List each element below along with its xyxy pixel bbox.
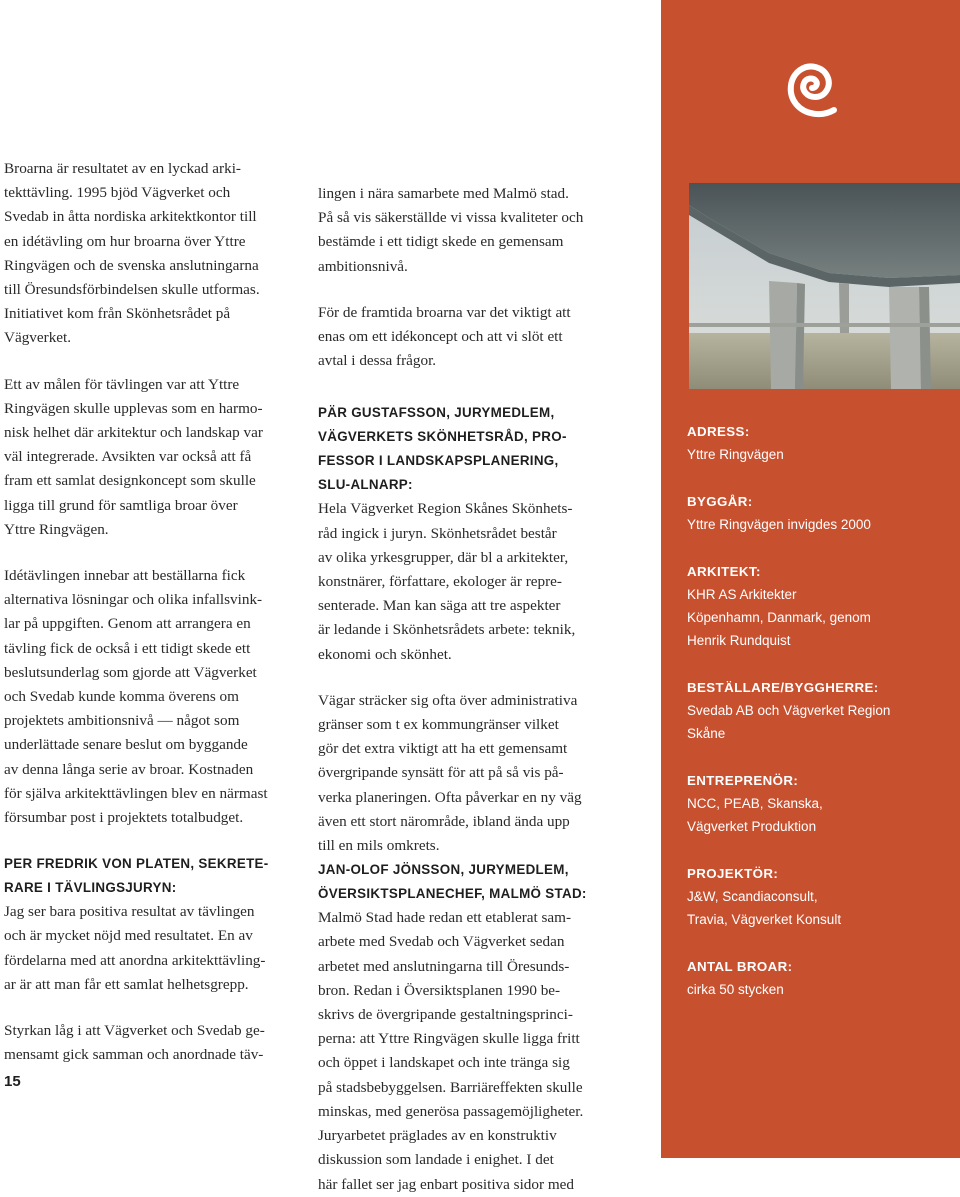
text-column-middle bbox=[318, 182, 618, 1197]
bridge-photo bbox=[689, 183, 960, 389]
paragraph bbox=[4, 900, 294, 997]
text-line: och är mycket nöjd med resultatet. En av bbox=[4, 927, 253, 945]
fact-item bbox=[687, 560, 957, 652]
text-line: projektets ambitionsnivå — något som bbox=[4, 712, 240, 730]
paragraph bbox=[318, 497, 618, 666]
text-line: minskas, med generösa passagemöjligheter. bbox=[318, 1102, 584, 1120]
text-line: gör det extra viktigt att ha ett gemensamt bbox=[318, 740, 568, 758]
text-line: mensamt gick samman och anordnade täv- bbox=[4, 1046, 264, 1064]
fact-list bbox=[687, 420, 957, 1025]
text-line: På så vis säkerställde vi vissa kvaliteter och bbox=[318, 209, 584, 227]
text-line: råd ingick i juryn. Skönhetsrådet består bbox=[318, 524, 557, 542]
text-line: skrivs de övergripande gestaltningsprinci- bbox=[318, 1006, 573, 1024]
text-line: diskussion som landade i enighet. I det bbox=[318, 1151, 554, 1169]
text-line: alternativa lösningar och olika infallsvink- bbox=[4, 591, 263, 609]
text-line: är ledande i Skönhetsrådets arbete: teknik, bbox=[318, 621, 576, 639]
text-line: Initiativet kom från Skönhetsrådet på bbox=[4, 305, 231, 323]
text-line: försumbar post i projektets totalbudget. bbox=[4, 809, 244, 827]
text-line: Svedab in åtta nordiska arkitektkontor till bbox=[4, 208, 257, 226]
text-line: FESSOR I LANDSKAPSPLANERING, bbox=[318, 453, 559, 469]
paragraph bbox=[4, 1019, 294, 1067]
text-line: av olika yrkesgrupper, där bl a arkitekter, bbox=[318, 548, 569, 566]
text-line: perna: att Yttre Ringvägen skulle ligga fritt bbox=[318, 1030, 580, 1048]
text-line: Vägar sträcker sig ofta över administrativa bbox=[318, 691, 578, 709]
text-line: Styrkan låg i att Vägverket och Svedab ge- bbox=[4, 1022, 265, 1040]
fact-value: Köpenhamn, Danmark, genom bbox=[687, 610, 871, 625]
text-line: För de framtida broarna var det viktigt att bbox=[318, 303, 571, 321]
paragraph bbox=[4, 564, 294, 830]
text-line: till en mils omkrets. bbox=[318, 837, 440, 855]
text-line: och Svedab kunde komma överens om bbox=[4, 688, 239, 706]
text-line: arbetet med anslutningarna till Öresunds- bbox=[318, 957, 570, 975]
fact-label: PROJEKTÖR: bbox=[687, 866, 779, 881]
fact-label: ARKITEKT: bbox=[687, 564, 761, 579]
text-line: senterade. Man kan säga att tre aspekter bbox=[318, 597, 561, 615]
text-line: övergripande synsätt för att på så vis på- bbox=[318, 764, 564, 782]
fact-sidebar bbox=[661, 0, 960, 1158]
text-line: SLU-ALNARP: bbox=[318, 477, 413, 493]
paragraph bbox=[318, 906, 618, 1196]
text-line: bron. Redan i Översiktsplanen 1990 be- bbox=[318, 981, 561, 999]
fact-label: ADRESS: bbox=[687, 424, 750, 439]
text-line: till Öresundsförbindelsen skulle utformas. bbox=[4, 281, 260, 299]
text-line: VÄGVERKETS SKÖNHETSRÅD, PRO- bbox=[318, 429, 567, 445]
text-line: ligga till grund för samtliga broar över bbox=[4, 496, 238, 514]
text-line: Vägverket. bbox=[4, 329, 72, 347]
text-line: ÖVERSIKTSPLANECHEF, MALMÖ STAD: bbox=[318, 886, 587, 902]
fact-value: Skåne bbox=[687, 726, 726, 741]
text-line: Broarna är resultatet av en lyckad arki- bbox=[4, 160, 241, 177]
text-line: PER FREDRIK VON PLATEN, SEKRETE- bbox=[4, 856, 269, 872]
text-line: väl integrerade. Avsikten var också att få bbox=[4, 448, 252, 466]
text-line: avtal i dessa frågor. bbox=[318, 352, 437, 370]
text-line: för själva arkitekttävlingen blev en närmast bbox=[4, 784, 268, 802]
text-line: Idétävlingen innebar att beställarna fick bbox=[4, 567, 246, 585]
spiral-logo-icon bbox=[772, 40, 852, 135]
text-column-left bbox=[4, 157, 294, 1068]
text-line: Ett av målen för tävlingen var att Yttre bbox=[4, 375, 240, 393]
text-line: Jag ser bara positiva resultat av tävlingen bbox=[4, 903, 255, 921]
paragraph bbox=[318, 182, 618, 279]
fact-item bbox=[687, 676, 957, 745]
text-line: Hela Vägverket Region Skånes Skönhets- bbox=[318, 500, 573, 518]
text-line: på stadsbebyggelsen. Barriäreffekten skulle bbox=[318, 1078, 583, 1096]
text-line: enas om ett idékoncept och att vi slöt ett bbox=[318, 328, 563, 346]
fact-label: BESTÄLLARE/BYGGHERRE: bbox=[687, 680, 879, 695]
fact-value: Yttre Ringvägen bbox=[687, 447, 784, 462]
fact-label: BYGGÅR: bbox=[687, 494, 753, 509]
text-line: nisk helhet där arkitektur och landskap var bbox=[4, 424, 263, 442]
text-line: PÄR GUSTAFSSON, JURYMEDLEM, bbox=[318, 405, 555, 421]
text-line: även ett stort närområde, ibland ända upp bbox=[318, 812, 570, 830]
fact-item bbox=[687, 862, 957, 931]
fact-value: Travia, Vägverket Konsult bbox=[687, 912, 842, 927]
page-number: 15 bbox=[4, 1073, 21, 1090]
fact-value: J&W, Scandiaconsult, bbox=[687, 889, 818, 904]
fact-value: Yttre Ringvägen invigdes 2000 bbox=[687, 517, 871, 532]
quote-heading bbox=[318, 401, 618, 497]
fact-item bbox=[687, 490, 957, 536]
paragraph bbox=[4, 373, 294, 542]
text-line: Yttre Ringvägen. bbox=[4, 520, 109, 538]
text-line: bestämde i ett tidigt skede en gemensam bbox=[318, 233, 564, 251]
text-line: beslutsunderlag som gjorde att Vägverket bbox=[4, 663, 257, 681]
paragraph bbox=[318, 301, 618, 374]
text-line: konstnärer, författare, ekologer är repre- bbox=[318, 573, 562, 591]
text-line: en idétävling om hur broarna över Yttre bbox=[4, 232, 246, 250]
text-line: ambitionsnivå. bbox=[318, 257, 408, 275]
text-line: JAN-OLOF JÖNSSON, JURYMEDLEM, bbox=[318, 862, 569, 878]
fact-item bbox=[687, 420, 957, 466]
fact-value: cirka 50 stycken bbox=[687, 982, 784, 997]
text-line: Malmö Stad hade redan ett etablerat sam- bbox=[318, 909, 572, 927]
fact-value: Svedab AB och Vägverket Region bbox=[687, 703, 891, 718]
fact-label: ANTAL BROAR: bbox=[687, 959, 793, 974]
fact-item bbox=[687, 955, 957, 1001]
text-line: tävling fick de också i ett tidigt skede ett bbox=[4, 639, 251, 657]
paragraph bbox=[318, 689, 618, 858]
text-line: fram ett samlat designkoncept som skulle bbox=[4, 472, 256, 490]
fact-label: ENTREPRENÖR: bbox=[687, 773, 799, 788]
text-line: Ringvägen och de svenska anslutningarna bbox=[4, 256, 259, 274]
text-line: av denna långa serie av broar. Kostnaden bbox=[4, 760, 254, 778]
text-line: lar på uppgiften. Genom att arrangera en bbox=[4, 615, 251, 633]
text-line: och öppet i landskapet och inte tränga sig bbox=[318, 1054, 570, 1072]
text-line: gränser som t ex kommungränser vilket bbox=[318, 716, 559, 734]
text-line: ar är att man får ett samlat helhetsgrepp. bbox=[4, 975, 249, 993]
text-line: RARE I TÄVLINGSJURYN: bbox=[4, 880, 177, 896]
fact-value: NCC, PEAB, Skanska, bbox=[687, 796, 823, 811]
text-line: här fallet ser jag enbart positiva sidor med bbox=[318, 1175, 574, 1193]
text-line: underlättade senare beslut om byggande bbox=[4, 736, 248, 754]
fact-item bbox=[687, 769, 957, 838]
text-line: tekttävling. 1995 bjöd Vägverket och bbox=[4, 184, 231, 202]
fact-value: KHR AS Arkitekter bbox=[687, 587, 797, 602]
text-line: Ringvägen skulle upplevas som en harmo- bbox=[4, 399, 263, 417]
text-line: fördelarna med att anordna arkitekttävling- bbox=[4, 951, 266, 969]
quote-heading bbox=[4, 852, 294, 900]
paragraph bbox=[4, 157, 294, 351]
text-line: Juryarbetet präglades av en konstruktiv bbox=[318, 1127, 557, 1145]
fact-value: Henrik Rundquist bbox=[687, 633, 791, 648]
fact-value: Vägverket Produktion bbox=[687, 819, 817, 834]
quote-heading bbox=[318, 858, 618, 906]
text-line: lingen i nära samarbete med Malmö stad. bbox=[318, 185, 569, 202]
text-line: arbete med Svedab och Vägverket sedan bbox=[318, 933, 565, 951]
text-line: ekonomi och skönhet. bbox=[318, 645, 452, 663]
text-line: verka planeringen. Ofta påverkar en ny väg bbox=[318, 788, 582, 806]
